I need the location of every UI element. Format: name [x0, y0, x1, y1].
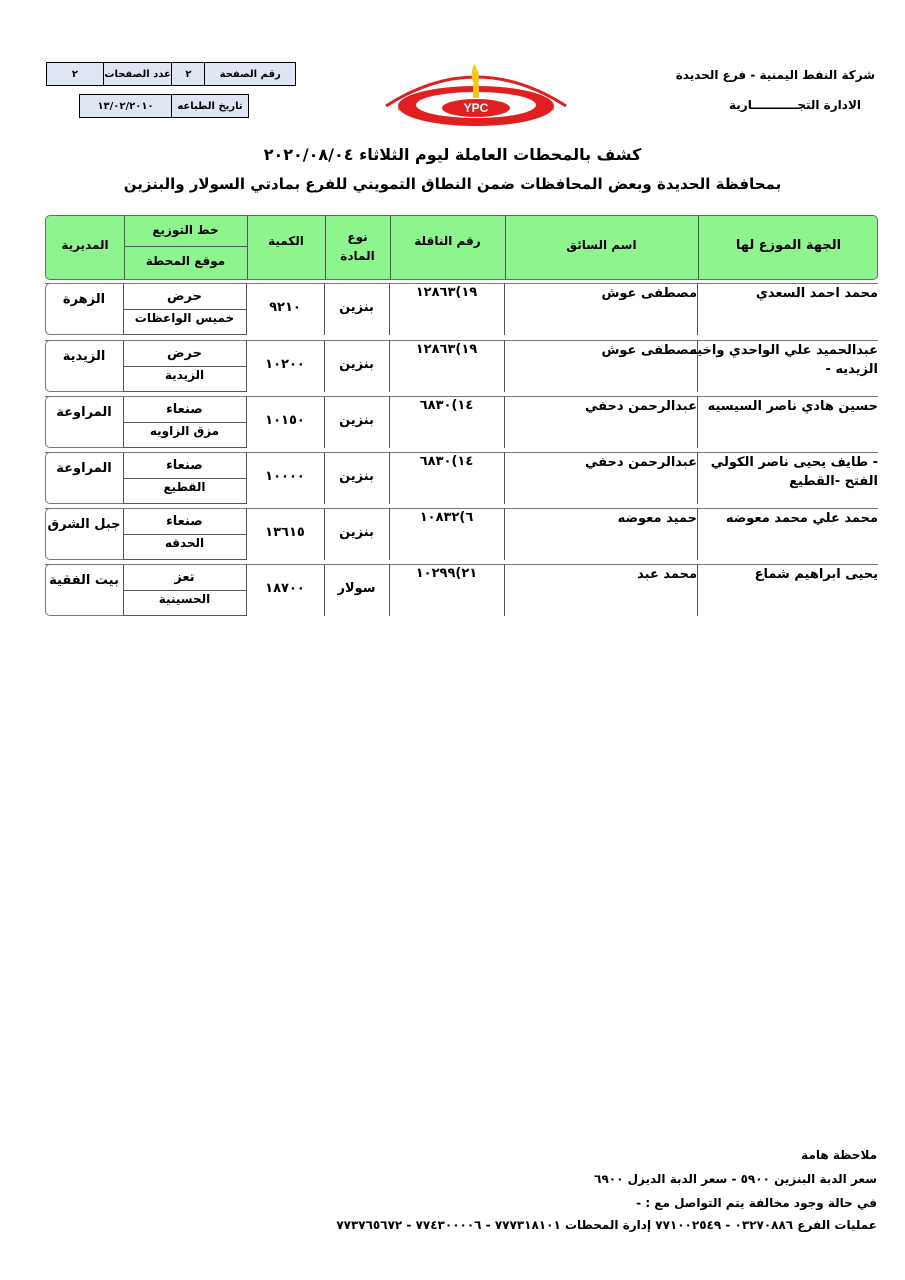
cell-truck-number: ١٤)٦٨٣٠ — [419, 454, 474, 469]
cell-station: مزق الزاويه — [149, 424, 220, 438]
cell-district: المراوعة — [56, 461, 112, 476]
report-subtitle: بمحافظة الحديدة وبعض المحافظات ضمن النطاق التمويني للفرع بمادتي السولار والبنزين — [123, 175, 782, 193]
header-quantity: الكمية — [268, 234, 304, 248]
pages-count-label: عدد الصفحات — [103, 63, 172, 85]
table-row — [45, 340, 878, 392]
header-recipient: الجهة الموزع لها — [735, 238, 842, 253]
cell-material: بنزين — [339, 525, 374, 540]
cell-driver: مصطفى عوش — [601, 286, 697, 301]
cell-district: جبل الشرق — [47, 517, 121, 532]
cell-truck-number: ١٤)٦٨٣٠ — [419, 398, 474, 413]
cell-quantity: ١٠١٥٠ — [265, 413, 305, 428]
cell-driver: عبدالرحمن دحفي — [585, 455, 697, 470]
cell-material: بنزين — [339, 469, 374, 484]
logo-text: YPC — [463, 101, 489, 115]
cell-driver: حميد معوضه — [617, 511, 697, 526]
cell-driver: مصطفى عوش — [601, 343, 697, 358]
header-truck-number: رقم الناقلة — [414, 234, 481, 248]
print-date-value: ١٣/٠٢/٢٠١٠ — [97, 100, 154, 112]
cell-recipient: حسين هادي ناصر السيسيه — [707, 399, 878, 414]
header-material-bottom: المادة — [340, 249, 375, 263]
page-info-box — [46, 62, 296, 86]
table-row — [45, 564, 878, 616]
cell-truck-number: ٢١)١٠٢٩٩ — [415, 566, 478, 581]
cell-recipient: محمد احمد السعدي — [755, 286, 878, 301]
cell-quantity: ٩٢١٠ — [269, 300, 301, 315]
cell-driver: عبدالرحمن دحفي — [585, 399, 697, 414]
cell-recipient: محمد علي محمد معوضه — [725, 511, 878, 526]
department-name: الادارة التجـــــــــــارية — [729, 98, 861, 112]
cell-quantity: ١٠٠٠٠ — [265, 469, 305, 484]
table-header — [45, 215, 878, 280]
print-date-box — [79, 94, 249, 118]
table-row — [45, 283, 878, 335]
cell-material: بنزين — [339, 300, 374, 315]
header-driver-name: اسم السائق — [566, 238, 637, 252]
cell-quantity: ١٨٧٠٠ — [265, 581, 305, 596]
table-row — [45, 452, 878, 504]
header-material-top: نوع — [347, 230, 368, 244]
cell-driver: محمد عبد — [637, 567, 697, 582]
cell-recipient-line2: الزيديه - — [825, 362, 878, 377]
table-row — [45, 396, 878, 448]
cell-material: سولار — [337, 581, 376, 596]
cell-recipient-line2: الفتح -القطيع — [789, 474, 878, 489]
cell-material: بنزين — [339, 357, 374, 372]
cell-station: الحسينية — [158, 592, 211, 606]
company-name: شركة النفط اليمنية - فرع الحديدة — [675, 68, 875, 82]
cell-station: القطيع — [163, 480, 206, 494]
cell-distribution-line: تعز — [174, 570, 195, 585]
cell-distribution-line: حرض — [167, 289, 202, 304]
print-date-label: تاريخ الطباعه — [171, 95, 248, 117]
cell-recipient: يحيى ابراهيم شماع — [754, 567, 878, 582]
header-distribution-line: خط التوزيع — [152, 223, 219, 237]
cell-distribution-line: حرض — [167, 346, 202, 361]
footer-phone-numbers: عمليات الفرع ٠٣٢٧٠٨٨٦ - ٧٧١٠٠٢٥٤٩ إدارة المحطات ٧٧٧٣١٨١٠١ - ٧٧٤٣٠٠٠٠٦ - ٧٧٣٧٦٥٦٧٢ — [336, 1218, 877, 1232]
table-row — [45, 508, 878, 560]
cell-station: الحدقه — [164, 536, 205, 550]
header-station-location: موقع المحطة — [145, 254, 226, 268]
cell-quantity: ١٣٦١٥ — [265, 525, 305, 540]
cell-distribution-line: صنعاء — [166, 402, 203, 417]
footer-prices: سعر الدبة البنزين ٥٩٠٠ - سعر الدبة الديزل ٦٩٠٠ — [594, 1172, 877, 1186]
cell-material: بنزين — [339, 413, 374, 428]
footer-note-title: ملاحظة هامة — [801, 1148, 877, 1162]
cell-distribution-line: صنعاء — [166, 458, 203, 473]
cell-district: المراوعة — [56, 405, 112, 420]
header-district: المديرية — [61, 238, 109, 252]
cell-truck-number: ٦)١٠٨٣٢ — [419, 510, 474, 525]
page-number-value: ٢ — [171, 63, 204, 85]
pages-count-value: ٢ — [71, 68, 78, 80]
footer-contact-note: في حالة وجود مخالفة يتم التواصل مع : - — [636, 1196, 877, 1210]
cell-truck-number: ١٩)١٢٨٦٣ — [415, 285, 478, 300]
cell-recipient: - طايف يحيى ناصر الكولي — [710, 455, 878, 470]
cell-district: الزهرة — [62, 292, 106, 307]
ypc-logo — [378, 58, 574, 128]
cell-station: الزيدية — [164, 368, 205, 382]
cell-quantity: ١٠٢٠٠ — [265, 357, 305, 372]
cell-recipient: عبدالحميد علي الواحدي واخيه — [689, 343, 878, 358]
report-title: كشف بالمحطات العاملة ليوم الثلاثاء ٢٠٢٠/٠٨/٠٤ — [263, 145, 642, 164]
page-number-label: رقم الصفحة — [204, 63, 295, 85]
cell-district: الزيدية — [62, 349, 106, 364]
cell-truck-number: ١٩)١٢٨٦٣ — [415, 342, 478, 357]
cell-distribution-line: صنعاء — [166, 514, 203, 529]
cell-district: بيت الفقية — [49, 573, 119, 588]
cell-station: خميس الواعظات — [134, 311, 235, 325]
